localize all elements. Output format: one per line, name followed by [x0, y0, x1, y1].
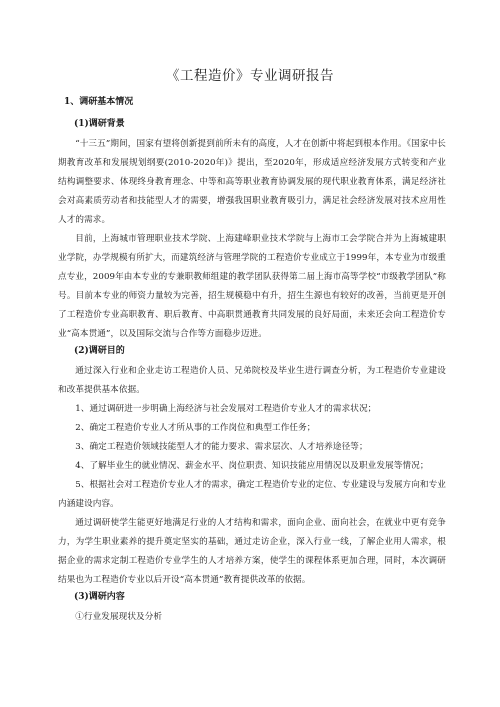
list-item: 1、通过调研进一步明确上海经济与社会发展对工程造价专业人才的需求状况；: [75, 404, 377, 414]
list-item: 5、根据社会对工程造价专业人才的需求，确定工程造价专业的定位、专业建设与发展方向和专业内涵建设内容。: [58, 480, 446, 509]
report-title: 《工程造价》专业调研报告: [166, 68, 334, 84]
subsection-heading-content: (3)调研内容: [74, 592, 125, 602]
list-item: 4、了解毕业生的就业情况、薪金水平、岗位职责、知识技能应用情况以及职业发展等情况；: [75, 461, 429, 471]
report-body: [58, 96, 446, 627]
subsection-heading-background: (1)调研背景: [74, 119, 125, 129]
list-item: 2、确定工程造价专业人才所从事的工作岗位和典型工作任务；: [75, 423, 316, 433]
list-item: ①行业发展现状及分析: [75, 612, 163, 622]
paragraph: 通过深入行业和企业走访工程造价人员、兄弟院校及毕业生进行调查分析，为工程造价专业建设和改革提供基本依据。: [58, 366, 446, 395]
paragraph: “十三五”期间，国家有望将创新提到前所未有的高度，人才在创新中将起到根本作用。《国家中长期教育改革和发展规划纲要(2010-2020年)》提出，至2020年，形成适应经济发展方式转变和产业结构调整要求、体现终身教育理念、中等和高等职业教育协调发展的现代职业教育体系，满足经济社会对高素质劳动者和技能型人才的需要，增强我国职业教育吸引力，满足社会经济发展对技术应用性人才的需求。: [58, 139, 446, 225]
list-item: 3、确定工程造价领域技能型人才的能力要求、需求层次、人才培养途径等；: [75, 442, 368, 452]
section-heading: 1、调研基本情况: [64, 97, 134, 107]
paragraph: 目前，上海城市管理职业技术学院、上海建峰职业技术学院与上海市工会学院合并为上海城建职业学院，办学规模有所扩大，而建筑经济与管理学院的工程造价专业成立于1999年，本专业为市级重点专业，2009年由本专业的专兼职教师组建的教学团队获得第二届上海市高等学校“市级教学团队”称号。目前本专业的师资力量较为完善，招生规模稳中有升，招生生源也有较好的改善，当前更是开创了工程造价专业高职教育、职后教育、中高职贯通教育共同发展的良好局面，未来还会向工程造价专业“高本贯通”，以及国际交流与合作等方面稳步迈进。: [58, 234, 446, 339]
paragraph: 通过调研使学生能更好地满足行业的人才结构和需求，面向企业、面向社会，在就业中更有竞争力，为学生职业素养的提升奠定坚实的基础，通过走访企业，深入行业一线，了解企业用人需求，根据企业的需求定制工程造价专业学生的人才培养方案，使学生的课程体系更加合理，同时，本次调研结果也为工程造价专业以后开设“高本贯通”教育提供改革的依据。: [58, 518, 446, 585]
subsection-heading-purpose: (2)调研目的: [74, 346, 125, 356]
